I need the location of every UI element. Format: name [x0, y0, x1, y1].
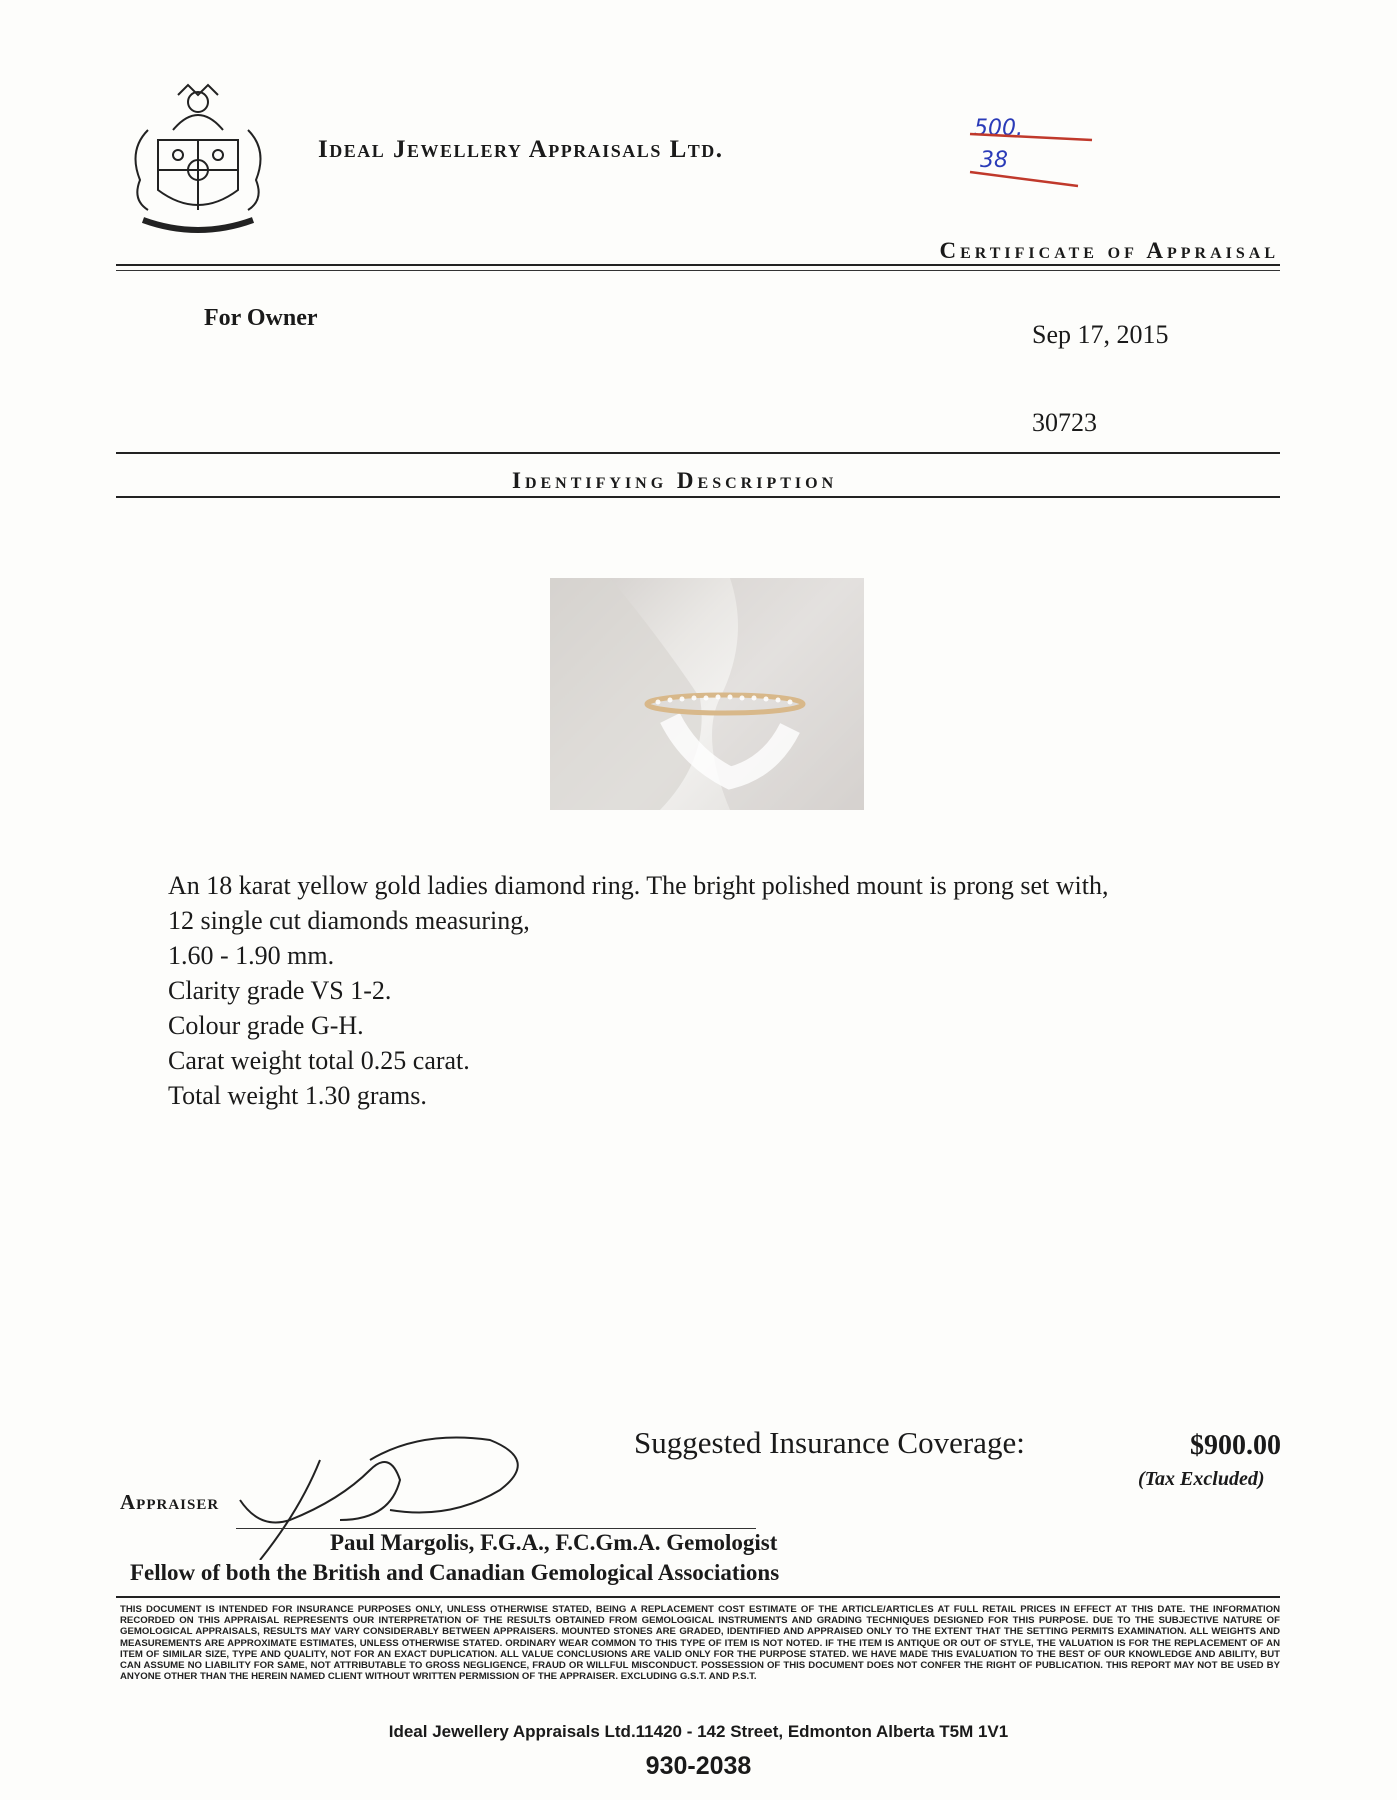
description-line: Carat weight total 0.25 carat. [168, 1046, 470, 1075]
disclaimer-rule [116, 1596, 1280, 1598]
insurance-label: Suggested Insurance Coverage: [634, 1425, 1025, 1460]
recipient-label: For Owner [204, 305, 318, 331]
heraldic-crest-logo [118, 70, 278, 240]
footer-address: Ideal Jewellery Appraisals Ltd.11420 - 142 Street, Edmonton Alberta T5M 1V1 [388, 1722, 1009, 1741]
disclaimer-paragraph: THIS DOCUMENT IS INTENDED FOR INSURANCE PURPOSES ONLY, UNLESS OTHERWISE STATED, BEING A REPLACEMENT COST ESTIMATE OF THE ARTICLE/ARTICLES AT FULL RETAIL PRICES IN EFFECT AT THIS DATE. THE INFORMATION RECORDED ON THIS APPRAISAL REPRESENTS OUR INTERPRETATION OF THE RESULTS OBTAINED FROM GEMOLOGICAL INSTRUMENTS AND GRADING TECHNIQUES DESIGNED FOR THIS PURPOSE. DUE TO THE SUBJECTIVE NATURE OF GEMOLOGICAL APPRAISALS, RESULTS MAY VARY CONSIDERABLY BETWEEN APPRAISERS. MOUNTED STONES ARE GRADED, IDENTIFIED AND APPRAISED ONLY TO THE EXTENT THAT THE SETTING PERMITS EXAMINATION. ALL WEIGHTS AND MEASUREMENTS ARE APPROXIMATE ESTIMATES, UNLESS OTHERWISE STATED. ORDINARY WEAR COMMON TO THIS TYPE OF ITEM IS NOT NOTED. IF THE ITEM IS ANTIQUE OR OUT OF STYLE, THE VALUATION IS FOR THE REPLACEMENT OF AN ITEM OF SIMILAR SIZE, TYPE AND QUALITY, NOT FOR AN EXACT DUPLICATION. ALL VALUE CONCLUSIONS ARE VALID ONLY FOR THE PURPOSE STATED. WE HAVE MADE THIS EVALUATION TO THE BEST OF OUR KNOWLEDGE AND ABILITY, BUT CAN ASSUME NO LIABILITY FOR SAME, NOT ATTRIBUTABLE TO GROSS NEGLIGENCE, FRAUD OR WILLFUL MISCONDUCT. POSSESSION OF THIS DOCUMENT DOES NOT CONFER THE RIGHT OF PUBLICATION. THIS REPORT MAY NOT BE USED BY ANYONE OTHER THAN THE HEREIN NAMED CLIENT WITHOUT WRITTEN PERMISSION OF THE APPRAISER. EXCLUDING G.S.T. AND P.S.T. [120, 1604, 1280, 1683]
appraiser-label: Appraiser [120, 1490, 220, 1514]
handwritten-note [968, 112, 1098, 192]
section-title: Identifying Description [512, 468, 838, 493]
description-line: An 18 karat yellow gold ladies diamond ring. The bright polished mount is prong set with, [168, 871, 1109, 900]
description-line: Colour grade G-H. [168, 1011, 364, 1040]
ring-photo [550, 578, 864, 810]
certificate-number: 30723 [1032, 408, 1097, 437]
header-rule-thin [116, 270, 1280, 271]
appraiser-name: Paul Margolis, F.G.A., F.C.Gm.A. Gemologist [330, 1530, 778, 1555]
company-name: Ideal Jewellery Appraisals Ltd. [318, 136, 724, 163]
signature-line [236, 1528, 756, 1529]
certificate-date: Sep 17, 2015 [1032, 320, 1169, 349]
description-line: 12 single cut diamonds measuring, [168, 906, 530, 935]
handwritten-note-line2: 38 [980, 148, 1008, 173]
description-line: Total weight 1.30 grams. [168, 1081, 427, 1110]
tax-note: (Tax Excluded) [1138, 1468, 1265, 1490]
item-description [168, 868, 1268, 1113]
description-line: 1.60 - 1.90 mm. [168, 941, 335, 970]
handwritten-note-line1: 500. [974, 116, 1023, 141]
strike-lines [968, 112, 1098, 192]
description-line: Clarity grade VS 1-2. [168, 976, 392, 1005]
section-rule-top [116, 452, 1280, 454]
footer-phone: 930-2038 [645, 1752, 752, 1780]
appraiser-credential: Fellow of both the British and Canadian Gemological Associations [130, 1560, 780, 1585]
header-rule [116, 264, 1280, 266]
disclaimer-text [120, 1604, 1280, 1682]
section-rule-bottom [116, 496, 1280, 498]
insurance-value: $900.00 [1190, 1430, 1281, 1461]
certificate-title: Certificate of Appraisal [939, 238, 1279, 263]
